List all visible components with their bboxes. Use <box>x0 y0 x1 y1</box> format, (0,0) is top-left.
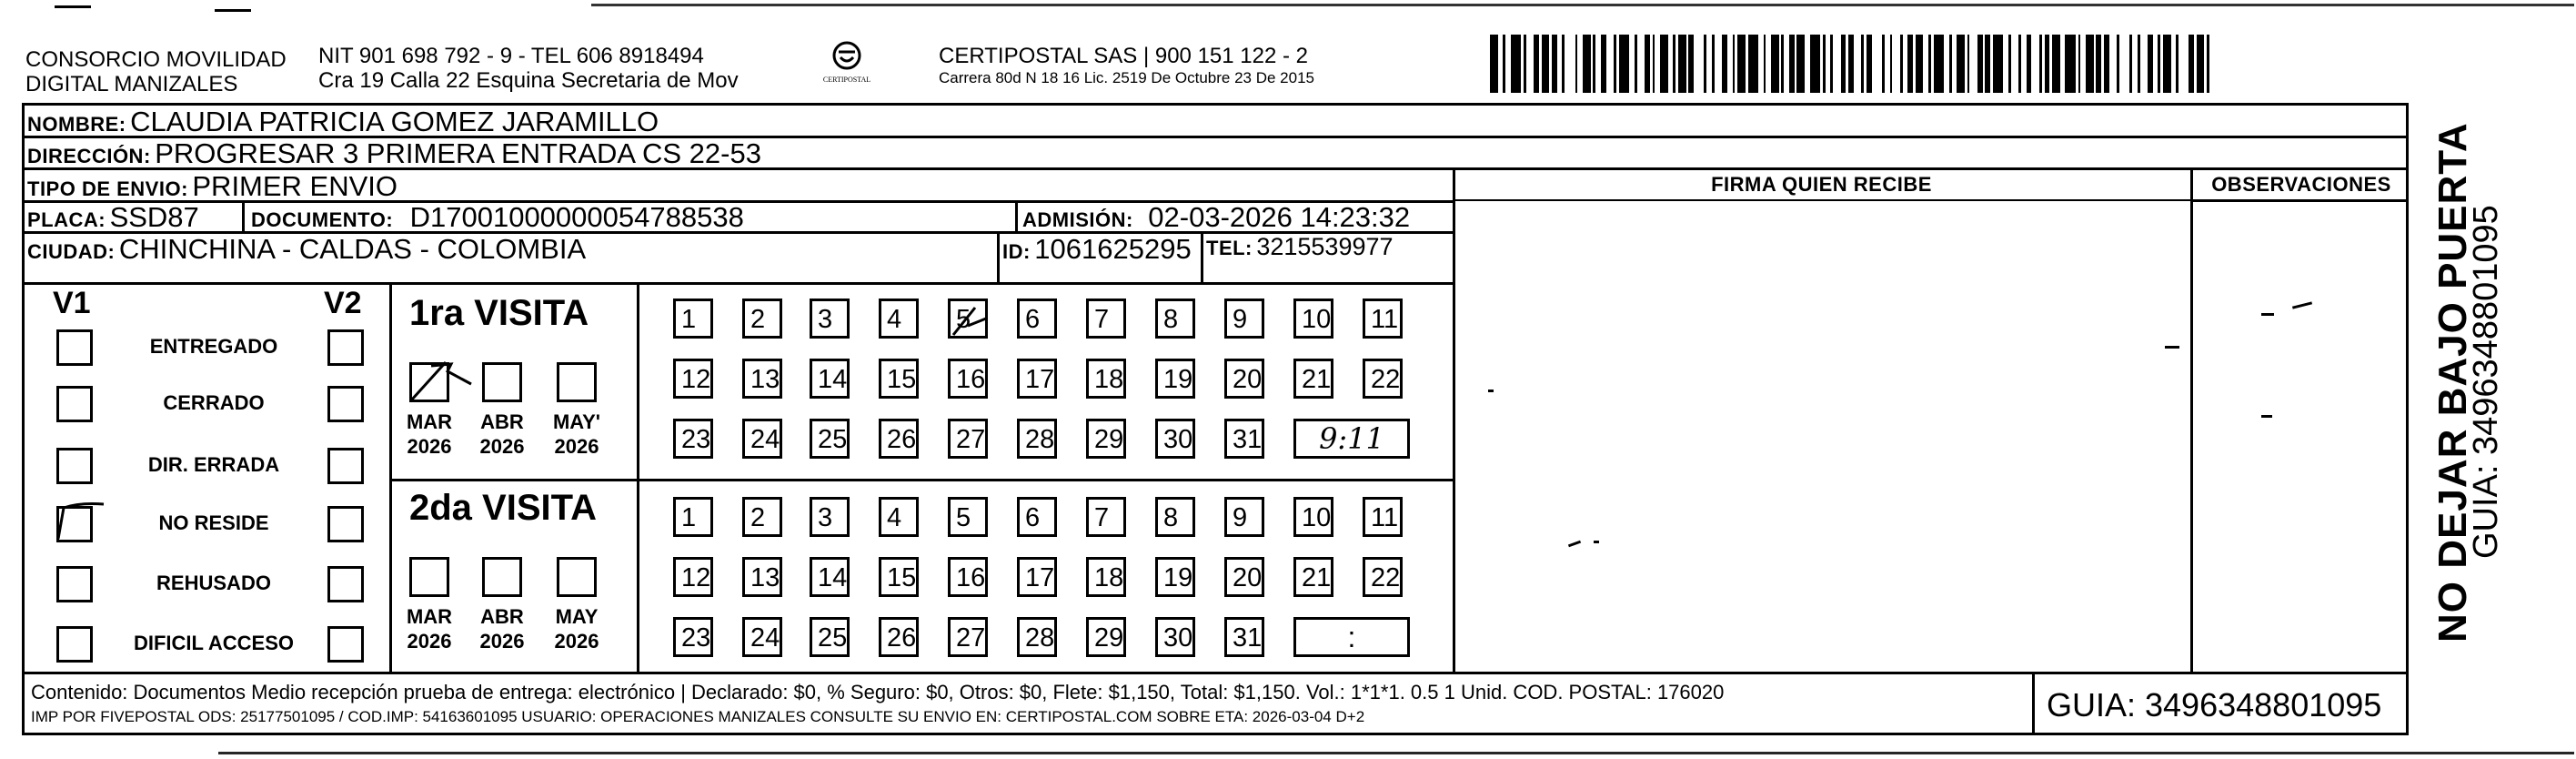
footer-print-info: IMP POR FIVEPOSTAL ODS: 25177501095 / COD.IMP: 54163601095 USUARIO: OPERACIONES MANIZALES CONSULTE SU ENVIO EN: CERTIPOSTAL.COM SOBRE ETA: 2026-03-04 D+2 <box>31 708 1365 725</box>
plate-value: SSD87 <box>109 201 199 233</box>
day-box[interactable]: 10 <box>1293 299 1333 339</box>
carrier-name: CERTIPOSTAL SAS | 900 151 122 - 2 <box>939 44 1308 68</box>
month-label <box>548 410 606 459</box>
day-box[interactable]: 30 <box>1155 419 1195 459</box>
month-name: MAY' <box>552 410 601 433</box>
shipment-type: PRIMER ENVIO <box>192 170 398 202</box>
barcode-bar <box>1619 35 1629 93</box>
month-year: 2026 <box>407 630 452 653</box>
v2-checkbox[interactable] <box>327 626 364 663</box>
day-box[interactable]: 27 <box>948 617 988 657</box>
signature-header: FIRMA QUIEN RECIBE <box>1711 173 1932 196</box>
v2-checkbox[interactable] <box>327 506 364 542</box>
day-box[interactable]: 14 <box>810 359 850 399</box>
day-box[interactable]: 2 <box>742 497 782 537</box>
day-box[interactable]: 19 <box>1155 359 1195 399</box>
month-checkbox[interactable] <box>482 557 522 597</box>
month-label <box>400 604 458 653</box>
day-box[interactable]: 5 <box>948 497 988 537</box>
day-box[interactable]: 4 <box>879 299 919 339</box>
day-box[interactable]: 21 <box>1293 557 1333 597</box>
barcode-bar <box>1637 35 1645 93</box>
month-name: MAR <box>406 410 453 433</box>
day-box[interactable]: 29 <box>1086 419 1126 459</box>
month-label <box>473 410 531 459</box>
barcode-bar <box>1526 35 1535 93</box>
v1-checkbox[interactable] <box>56 386 93 422</box>
day-box[interactable]: 18 <box>1086 359 1126 399</box>
day-box[interactable]: 16 <box>948 359 988 399</box>
day-box[interactable]: 14 <box>810 557 850 597</box>
city-value: CHINCHINA - CALDAS - COLOMBIA <box>118 233 587 265</box>
day-box[interactable]: 13 <box>742 557 782 597</box>
city-label: CIUDAD: <box>27 240 116 263</box>
divider <box>1453 167 1455 672</box>
day-box[interactable]: 3 <box>810 497 850 537</box>
day-box[interactable]: 20 <box>1224 359 1264 399</box>
first-visit-title: 1ra VISITA <box>409 293 589 333</box>
barcode-bar <box>1833 35 1841 93</box>
day-box[interactable]: 17 <box>1017 359 1057 399</box>
day-box[interactable]: 31 <box>1224 617 1264 657</box>
company-line-1: CONSORCIO MOVILIDAD <box>25 47 287 72</box>
logo-icon <box>831 40 862 71</box>
day-box[interactable]: 18 <box>1086 557 1126 597</box>
city-field <box>27 233 586 266</box>
day-box[interactable]: 7 <box>1086 299 1126 339</box>
month-name: MAY <box>555 605 599 628</box>
barcode-bar <box>1969 35 1977 93</box>
id-value: 1061625295 <box>1034 233 1192 265</box>
barcode-bar <box>1934 35 1944 93</box>
observations-header: OBSERVACIONES <box>2211 173 2391 196</box>
company-name <box>25 47 287 96</box>
company-line-2: DIGITAL MANIZALES <box>25 72 238 96</box>
id-field <box>1002 233 1192 266</box>
barcode-bar <box>1542 35 1550 93</box>
divider <box>389 282 392 672</box>
company-address: Cra 19 Calla 22 Esquina Secretaria de Mov <box>318 68 739 93</box>
day-box[interactable]: 30 <box>1155 617 1195 657</box>
plate-field <box>27 201 199 234</box>
status-label: DIFICIL ACCESO <box>133 632 294 654</box>
barcode-bar <box>1748 35 1758 93</box>
top-edge <box>591 4 2574 6</box>
day-box[interactable]: 4 <box>879 497 919 537</box>
logo-text: CERTIPOSTAL <box>822 76 871 84</box>
month-check-mark-icon <box>404 353 477 408</box>
barcode-bar <box>1872 35 1882 93</box>
divider <box>997 231 1000 282</box>
divider <box>2190 167 2193 672</box>
day-box[interactable]: 12 <box>673 557 713 597</box>
day-box[interactable]: 28 <box>1017 617 1057 657</box>
barcode-bar <box>1916 35 1924 93</box>
divider <box>1201 231 1203 282</box>
rule <box>389 479 1453 481</box>
document-field <box>251 201 744 234</box>
address-row <box>27 137 761 170</box>
recipient-name: CLAUDIA PATRICIA GOMEZ JARAMILLO <box>130 106 659 137</box>
barcode-bar <box>2209 35 2215 93</box>
observation-mark <box>2261 313 2274 316</box>
day-box[interactable]: 5 <box>948 299 988 339</box>
footer-content: Contenido: Documentos Medio recepción prueba de entrega: electrónico | Declarado: $0, % Seguro: $0, Otros: $0, Flete: $1,150, Total: $1,150. Vol.: 1*1*1. 0.5 1 Unid. COD. POSTAL: 176020 <box>31 681 1725 703</box>
v2-checkbox[interactable] <box>327 386 364 422</box>
barcode-bar <box>2065 35 2075 93</box>
status-label: ENTREGADO <box>149 335 278 358</box>
barcode-bar <box>1490 35 1498 93</box>
day-box[interactable]: 19 <box>1155 557 1195 597</box>
month-label <box>473 604 531 653</box>
rule <box>2190 199 2409 202</box>
barcode-bar <box>1660 35 1668 93</box>
barcode-bar <box>1583 35 1591 93</box>
barcode-bar <box>2163 35 2171 93</box>
divider <box>242 200 245 231</box>
document-value: D17001000000054788538 <box>409 201 744 233</box>
day-box[interactable]: 7 <box>1086 497 1126 537</box>
name-row <box>27 106 659 138</box>
v1-checkbox[interactable] <box>56 329 93 366</box>
day-box[interactable]: 24 <box>742 419 782 459</box>
footer-guia: GUIA: 3496348801095 <box>2047 686 2382 724</box>
day-box[interactable]: 8 <box>1155 497 1195 537</box>
month-checkbox[interactable] <box>557 557 597 597</box>
month-year: 2026 <box>479 630 525 653</box>
tel-value: 3215539977 <box>1256 233 1394 260</box>
day-box[interactable]: 6 <box>1017 299 1057 339</box>
day-box[interactable]: 26 <box>879 419 919 459</box>
v2-checkbox[interactable] <box>327 448 364 484</box>
rule <box>22 672 2409 674</box>
day-box[interactable]: 20 <box>1224 557 1264 597</box>
admission-field <box>1022 201 1410 234</box>
carrier-info <box>939 44 1314 88</box>
barcode-bar <box>1957 35 1965 93</box>
day-box[interactable]: 23 <box>673 617 713 657</box>
barcode-bar <box>1854 35 1862 93</box>
day-box[interactable]: 10 <box>1293 497 1333 537</box>
month-checkbox[interactable] <box>409 557 449 597</box>
nit-line: NIT 901 698 792 - 9 - TEL 606 8918494 <box>318 44 704 68</box>
day-box[interactable]: 29 <box>1086 617 1126 657</box>
barcode-bar <box>1796 35 1805 93</box>
barcode-bar <box>1678 35 1686 93</box>
month-name: ABR <box>480 605 524 628</box>
day-check-mark-icon <box>948 299 991 342</box>
day-box[interactable]: 1 <box>673 497 713 537</box>
day-box[interactable]: 22 <box>1363 359 1403 399</box>
day-box[interactable]: 28 <box>1017 419 1057 459</box>
day-box[interactable]: 22 <box>1363 557 1403 597</box>
rule <box>1453 199 2190 201</box>
month-year: 2026 <box>554 630 599 653</box>
barcode-bar <box>1606 35 1615 93</box>
recipient-address: PROGRESAR 3 PRIMERA ENTRADA CS 22-53 <box>155 137 761 169</box>
month-year: 2026 <box>554 435 599 458</box>
barcode-bar <box>2119 35 2129 93</box>
day-box[interactable]: 11 <box>1363 299 1403 339</box>
day-box[interactable]: 3 <box>810 299 850 339</box>
no-slide-warning: NO DEJAR BAJO PUERTA <box>2430 122 2475 643</box>
month-year: 2026 <box>407 435 452 458</box>
month-name: ABR <box>480 410 524 433</box>
month-label <box>548 604 606 653</box>
second-visit-title: 2da VISITA <box>409 488 597 528</box>
admission-value: 02-03-2026 14:23:32 <box>1148 201 1411 233</box>
month-checkbox[interactable] <box>557 362 597 402</box>
day-box[interactable]: 21 <box>1293 359 1333 399</box>
day-box[interactable]: 25 <box>810 419 850 459</box>
tel-label: TEL: <box>1206 237 1253 259</box>
rule <box>22 282 1453 285</box>
day-box[interactable]: 31 <box>1224 419 1264 459</box>
day-box[interactable]: 13 <box>742 359 782 399</box>
v1-header: V1 <box>53 286 91 320</box>
barcode-bar <box>1715 35 1723 93</box>
signature-mark <box>1488 390 1494 392</box>
barcode <box>1490 35 2216 93</box>
visit-time-field[interactable]: : <box>1293 617 1410 657</box>
day-box[interactable]: 16 <box>948 557 988 597</box>
barcode-bar <box>1565 35 1575 93</box>
document-label: DOCUMENTO: <box>251 208 394 231</box>
status-label: NO RESIDE <box>158 511 269 534</box>
divider <box>2032 672 2035 735</box>
top-edge-mark <box>55 5 91 8</box>
day-box[interactable]: 9 <box>1224 299 1264 339</box>
day-box[interactable]: 8 <box>1155 299 1195 339</box>
barcode-bar <box>2052 35 2060 93</box>
barcode-bar <box>1892 35 1900 93</box>
shipment-row <box>27 170 397 203</box>
side-guia: GUIA: 3496348801095 <box>2467 205 2505 559</box>
barcode-bar <box>2179 35 2189 93</box>
day-box[interactable]: 11 <box>1363 497 1403 537</box>
barcode-bar <box>2086 35 2094 93</box>
signature-mark <box>2165 346 2179 349</box>
certipostal-logo <box>819 40 875 84</box>
barcode-bar <box>1511 35 1521 93</box>
barcode-bar <box>1810 35 1820 93</box>
month-label <box>400 410 458 459</box>
status-label: REHUSADO <box>156 572 271 594</box>
tel-field <box>1206 233 1394 261</box>
plate-label: PLACA: <box>27 208 106 231</box>
admission-label: ADMISIÓN: <box>1022 208 1133 231</box>
v2-checkbox[interactable] <box>327 566 364 602</box>
day-box[interactable]: 27 <box>948 419 988 459</box>
barcode-bar <box>2031 35 2039 93</box>
carrier-address: Carrera 80d N 18 16 Lic. 2519 De Octubre 23 De 2015 <box>939 69 1314 86</box>
divider <box>1015 200 1018 231</box>
v1-checkbox[interactable] <box>56 626 93 663</box>
barcode-bar <box>2109 35 2118 93</box>
v1-checkbox[interactable] <box>56 566 93 602</box>
visit-time-field[interactable]: 9:11 <box>1293 419 1410 459</box>
status-label: DIR. ERRADA <box>147 453 280 476</box>
day-box[interactable]: 24 <box>742 617 782 657</box>
month-checkbox[interactable] <box>482 362 522 402</box>
address-label: DIRECCIÓN: <box>27 145 151 167</box>
name-label: NOMBRE: <box>27 113 126 136</box>
v2-checkbox[interactable] <box>327 329 364 366</box>
barcode-bar <box>1694 35 1704 93</box>
divider <box>637 282 639 672</box>
day-box[interactable]: 15 <box>879 359 919 399</box>
month-year: 2026 <box>479 435 525 458</box>
barcode-bar <box>2197 35 2205 93</box>
day-box[interactable]: 9 <box>1224 497 1264 537</box>
id-label: ID: <box>1002 240 1031 263</box>
barcode-bar <box>1993 35 2003 93</box>
check-mark-icon <box>53 499 107 544</box>
v1-checkbox[interactable] <box>56 448 93 484</box>
day-box[interactable]: 1 <box>673 299 713 339</box>
barcode-bar <box>1771 35 1779 93</box>
top-edge-mark <box>215 9 251 12</box>
day-box[interactable]: 26 <box>879 617 919 657</box>
company-contact <box>318 44 739 93</box>
observation-mark <box>2261 415 2272 418</box>
day-box[interactable]: 25 <box>810 617 850 657</box>
day-box[interactable]: 17 <box>1017 557 1057 597</box>
v2-header: V2 <box>324 286 362 320</box>
barcode-bar <box>2140 35 2148 93</box>
bottom-edge <box>218 752 2574 754</box>
signature-mark <box>1594 541 1599 543</box>
day-box[interactable]: 15 <box>879 557 919 597</box>
shipment-label: TIPO DE ENVIO: <box>27 177 188 200</box>
barcode-bar <box>2011 35 2019 93</box>
day-box[interactable]: 6 <box>1017 497 1057 537</box>
status-label: CERRADO <box>163 391 265 414</box>
day-box[interactable]: 2 <box>742 299 782 339</box>
barcode-bar <box>1737 35 1746 93</box>
day-box[interactable]: 23 <box>673 419 713 459</box>
month-name: MAR <box>406 605 453 628</box>
day-box[interactable]: 12 <box>673 359 713 399</box>
